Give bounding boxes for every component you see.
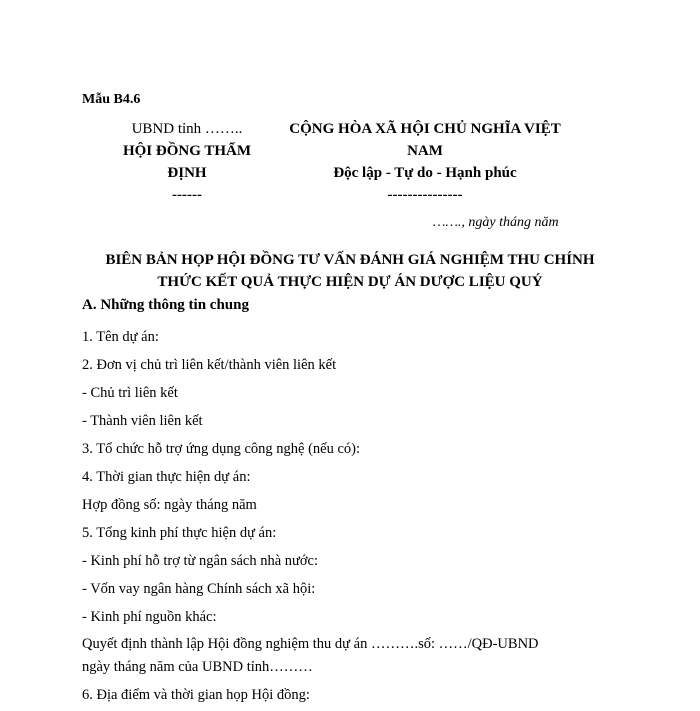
council-name-line1: HỘI ĐỒNG THẨM [122,143,252,159]
item-duration: 4. Thời gian thực hiện dự án: [82,469,251,485]
item-project-name: 1. Tên dự án: [82,329,159,345]
document-title-line1: BIÊN BẢN HỌP HỘI ĐỒNG TƯ VẤN ĐÁNH GIÁ NGHIỆM THU CHÍNH [105,252,595,268]
general-info-list [82,325,622,711]
document-title-line2: THỨC KẾT QUẢ THỰC HIỆN DỰ ÁN DƯỢC LIỆU QUÝ [157,274,543,290]
issuing-province: UBND tỉnh …….. [131,121,243,137]
item-lead-partner: - Chủ trì liên kết [82,385,178,401]
item-state-budget: - Kinh phí hỗ trợ từ ngân sách nhà nước: [82,553,319,569]
national-title-line2: NAM [407,143,443,159]
council-name-line2: ĐỊNH [167,165,207,181]
item-tech-support-org: 3. Tổ chức hỗ trợ ứng dụng công nghệ (nếu có): [82,441,361,457]
item-lead-unit: 2. Đơn vị chủ trì liên kết/thành viên liên kết [82,357,337,373]
item-total-budget: 5. Tổng kinh phí thực hiện dự án: [82,525,277,541]
left-divider: ------ [172,187,202,203]
item-other-funding: - Kinh phí nguồn khác: [82,609,217,625]
item-meeting-place-time: 6. Địa điểm và thời gian họp Hội đồng: [82,687,310,703]
item-member-partner: - Thành viên liên kết [82,413,203,429]
item-bank-loan: - Vốn vay ngân hàng Chính sách xã hội: [82,581,316,597]
right-divider: --------------- [387,187,463,203]
section-a-heading: A. Những thông tin chung [82,297,249,313]
header-right-block [270,118,580,206]
form-code: Mẫu B4.6 [82,92,141,107]
national-title-line1: CỘNG HÒA XÃ HỘI CHỦ NGHĨA VIỆT [289,121,561,137]
decision-line2: ngày tháng năm của UBND tỉnh……… [82,659,313,675]
document-title [60,249,640,293]
header-left-block [82,118,292,206]
national-motto: Độc lập - Tự do - Hạnh phúc [333,165,517,181]
date-line: ……., ngày tháng năm [433,215,559,230]
decision-line1: Quyết định thành lập Hội đồng nghiệm thu dự án ……….số: ……/QĐ-UBND [82,636,539,652]
item-contract-number: Hợp đồng số: ngày tháng năm [82,497,257,513]
